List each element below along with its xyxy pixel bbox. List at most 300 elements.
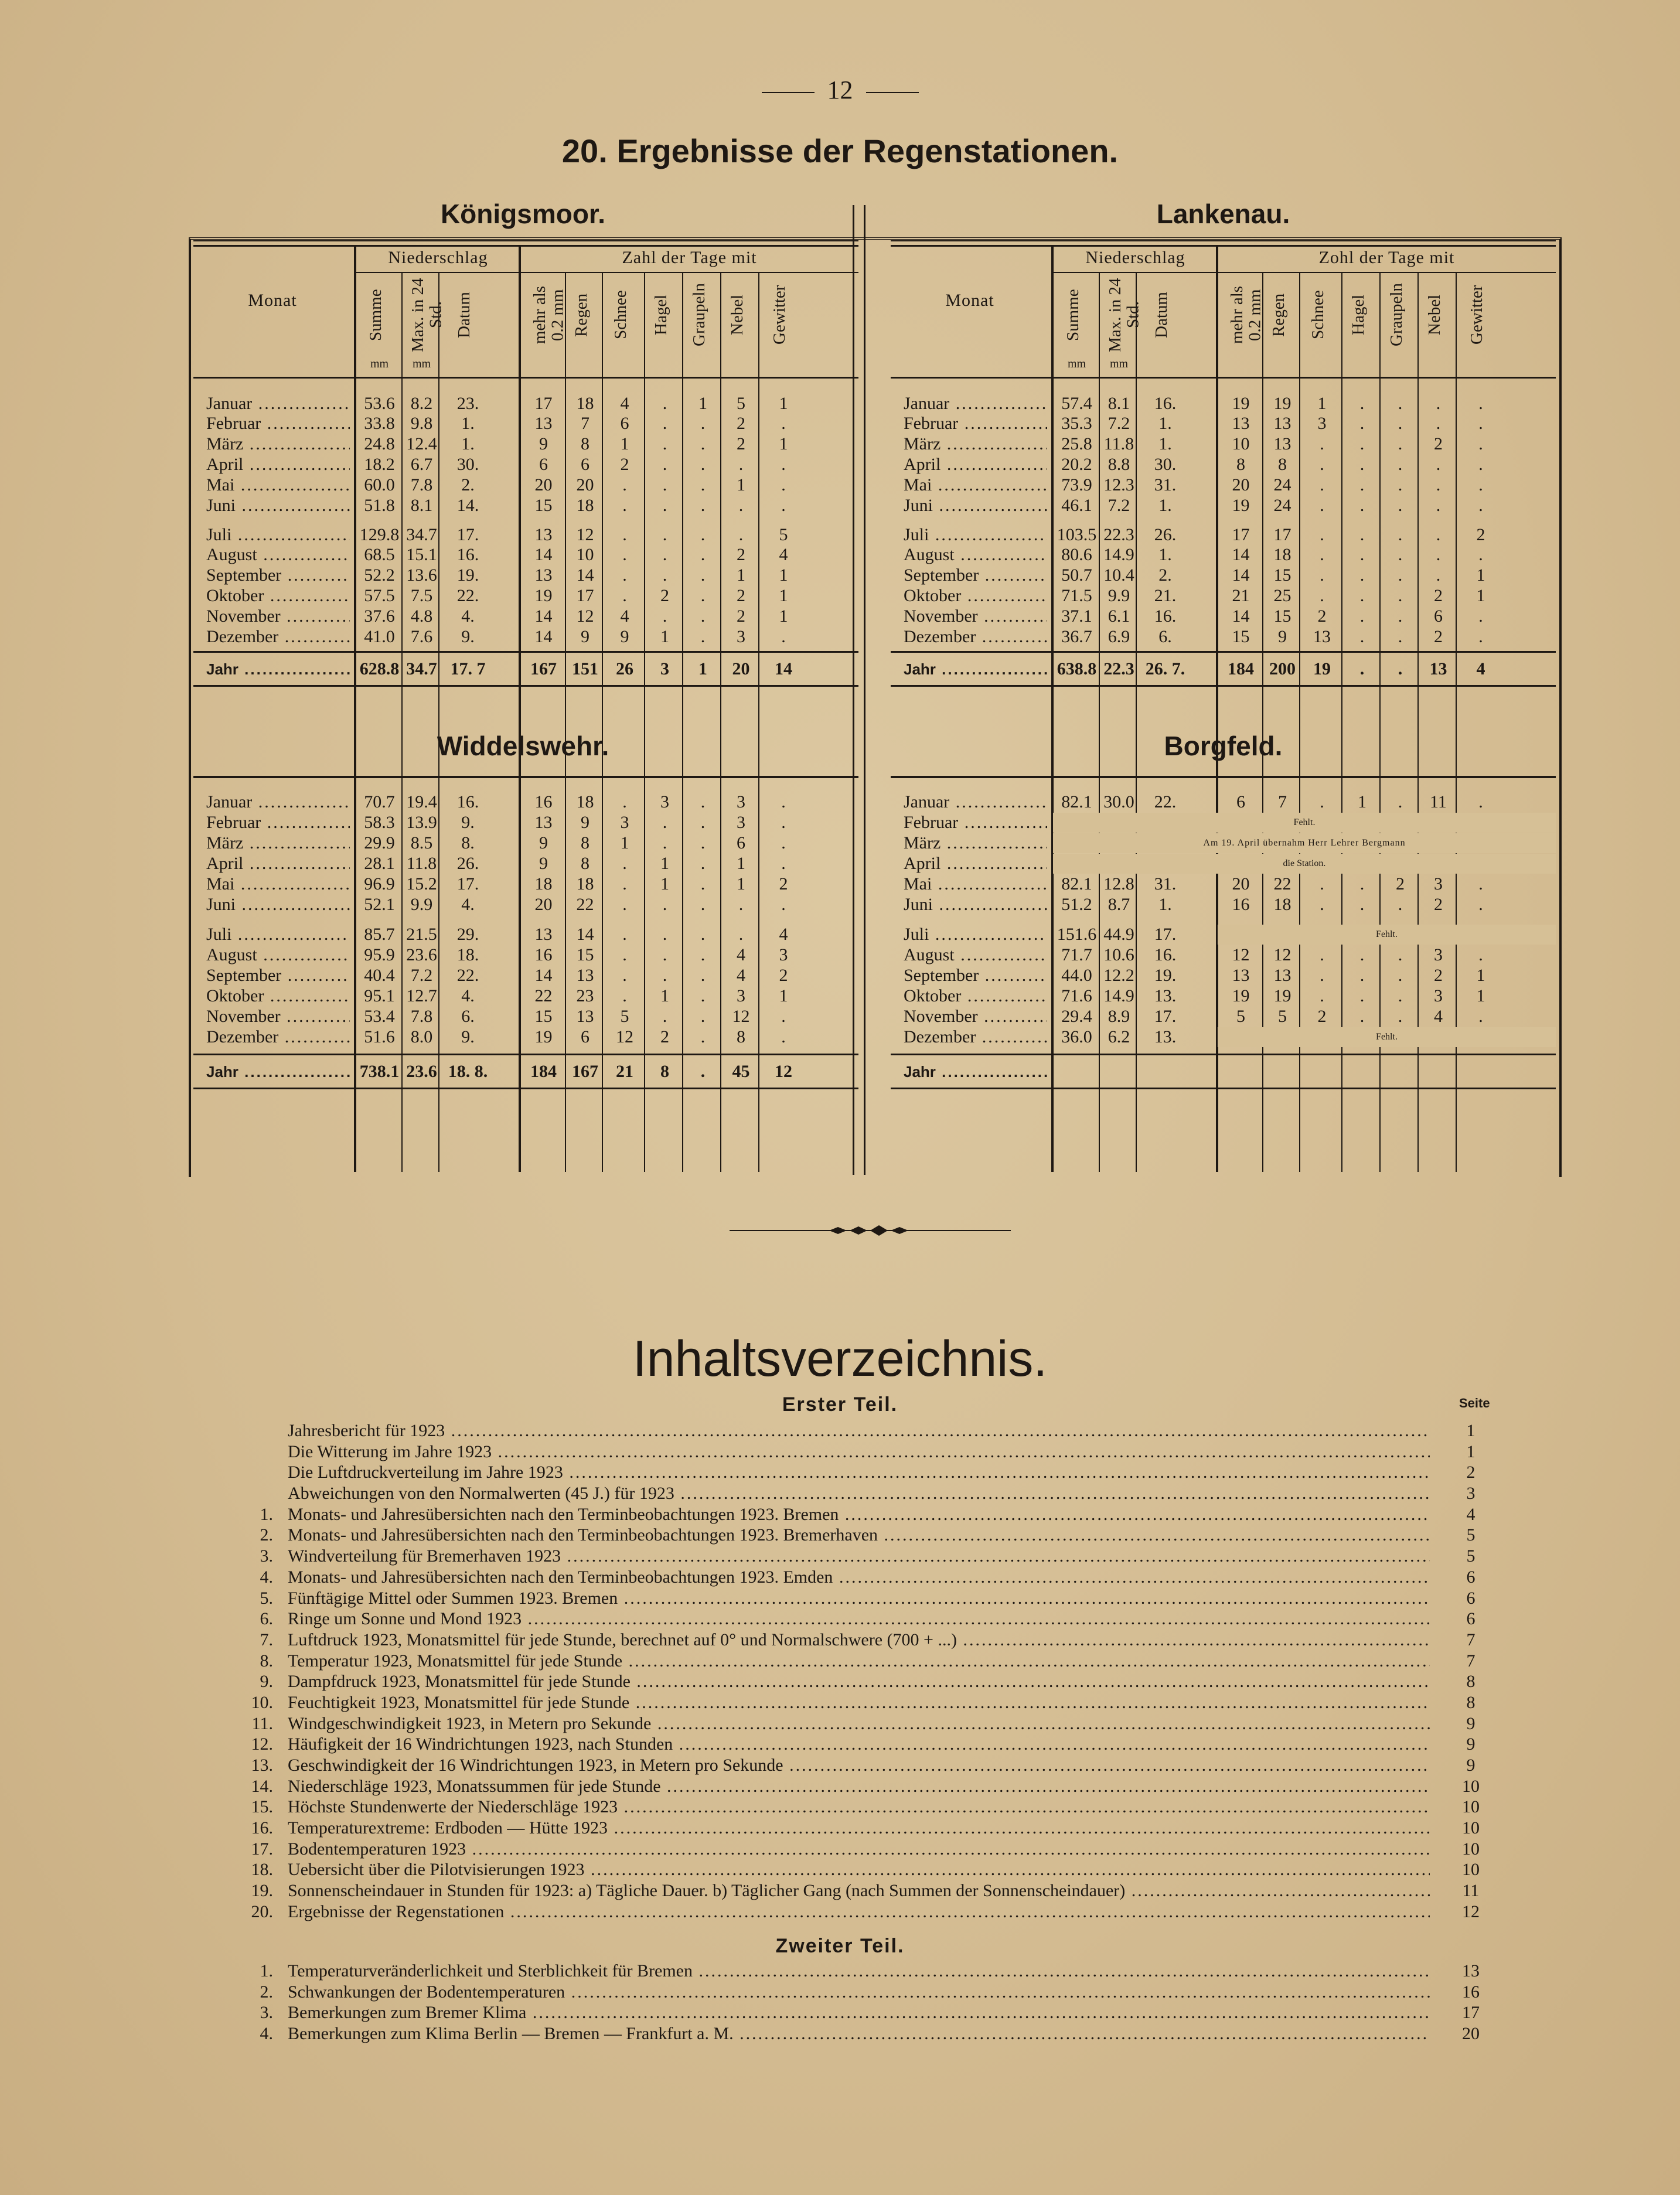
table-cell: . — [662, 813, 667, 832]
table-cell: 2 — [737, 414, 745, 433]
table-cell: 1. — [1158, 414, 1172, 433]
month-column-header: Monat — [248, 291, 297, 310]
table-cell: . — [781, 475, 786, 495]
table-cell: . — [781, 854, 786, 873]
table-cell: . — [1478, 475, 1483, 495]
table-cell: 14 — [534, 966, 553, 985]
table-cell: 6. — [461, 1007, 475, 1026]
table-cell: . — [1359, 475, 1365, 495]
table-cell: 1 — [1476, 565, 1485, 585]
table-cell: 11.8 — [1103, 434, 1134, 454]
toc-entry-number: 1. — [260, 1504, 273, 1524]
row-label-month: Februar ..... — [206, 813, 350, 833]
station-title-borgfeld: Borgfeld. — [1164, 731, 1283, 761]
table-cell: 10 — [1232, 434, 1250, 454]
ornament-divider — [730, 1222, 1011, 1239]
table-cell: 46.1 — [1061, 496, 1092, 515]
table-cell: 15 — [1232, 627, 1250, 646]
table-cell: 19 — [534, 586, 553, 605]
toc-entry-title: Dampfdruck 1923, Monatsmittel für jede Stunde ..... — [288, 1671, 1430, 1692]
table-cell: . — [1359, 1007, 1365, 1026]
table-cell: . — [1359, 895, 1365, 914]
row-label-month: September ..... — [206, 565, 350, 585]
table-cell: 20.2 — [1061, 455, 1092, 474]
table-cell: 16. — [456, 792, 479, 812]
table-cell: 13 — [576, 966, 594, 985]
column-header-9: Nebel — [727, 294, 747, 336]
toc-entry-page: 17 — [1462, 2003, 1480, 2023]
toc-entry-page: 9 — [1466, 1756, 1475, 1775]
toc-entry-page: 6 — [1466, 1609, 1475, 1629]
toc-entry-number: 4. — [260, 1567, 273, 1587]
table-cell: . — [1398, 627, 1403, 646]
table-cell: 8.1 — [1107, 394, 1130, 413]
row-label-month: September ..... — [206, 966, 350, 986]
table-cell-total: 184 — [1228, 659, 1254, 679]
table-cell: 13 — [1232, 966, 1250, 985]
table-cell: . — [1478, 455, 1483, 474]
table-cell: 6 — [620, 414, 629, 433]
table-cell: 4. — [461, 606, 475, 626]
table-cell: 17 — [1232, 525, 1250, 544]
toc-entry-number: 3. — [260, 1546, 273, 1566]
table-cell: . — [700, 966, 706, 985]
toc-entry[interactable] — [246, 1651, 1488, 1672]
table-cell: 8 — [737, 1027, 745, 1047]
table-cell: 9 — [539, 833, 548, 853]
toc-entry[interactable] — [246, 1608, 1488, 1630]
table-cell: . — [1478, 874, 1483, 894]
table-cell-total: 628.8 — [359, 659, 400, 679]
table-cell: 23.6 — [406, 945, 437, 964]
toc-entry-page: 10 — [1462, 1797, 1480, 1817]
toc-entry[interactable] — [246, 1797, 1488, 1818]
toc-entry[interactable] — [246, 1982, 1488, 2003]
table-cell: 1 — [737, 874, 745, 894]
table-cell: 8. — [461, 833, 475, 853]
table-cell: 2 — [660, 1027, 669, 1047]
table-cell: 14 — [1232, 545, 1250, 564]
toc-entry[interactable] — [246, 1776, 1488, 1797]
table-cell: 8 — [1236, 455, 1245, 474]
table-cell: 2 — [1434, 966, 1443, 985]
table-cell: 16 — [534, 945, 553, 964]
table-cell: 13.9 — [406, 813, 437, 832]
table-cell: . — [781, 496, 786, 515]
toc-entry[interactable] — [246, 1692, 1488, 1713]
table-cell: 6 — [1236, 792, 1245, 812]
table-cell: 1 — [660, 627, 669, 646]
table-cell: 13. — [1154, 1027, 1177, 1047]
rule — [891, 1054, 1556, 1055]
table-cell: 9 — [1278, 627, 1287, 646]
table-cell: . — [1436, 525, 1441, 544]
table-cell: 4 — [737, 945, 745, 964]
table-cell: . — [1359, 545, 1365, 564]
station-title-widdelswehr: Widdelswehr. — [437, 731, 609, 761]
toc-entry[interactable] — [246, 2002, 1488, 2023]
table-cell: . — [662, 606, 667, 626]
table-cell: 9 — [581, 813, 589, 832]
toc-entry[interactable] — [246, 1588, 1488, 1609]
toc-entry[interactable] — [246, 1859, 1488, 1880]
toc-entry[interactable] — [246, 1567, 1488, 1588]
table-cell-total: 21 — [616, 1062, 633, 1081]
borgfeld-note-apr: die Station. — [1053, 854, 1556, 874]
niederschlag-group-header: Niederschlag — [388, 248, 488, 267]
table-cell: 13 — [576, 1007, 594, 1026]
table-cell: . — [1320, 496, 1324, 515]
table-cell: . — [738, 895, 744, 914]
toc-entry[interactable] — [246, 1546, 1488, 1567]
table-cell: 68.5 — [364, 545, 395, 564]
table-cell: 5 — [620, 1007, 629, 1026]
table-cell: 30.0 — [1103, 792, 1134, 812]
table-cell: . — [662, 925, 667, 944]
table-cell: 4 — [737, 966, 745, 985]
table-cell: 1 — [737, 565, 745, 585]
toc-entry[interactable] — [246, 1525, 1488, 1546]
table-cell: 13 — [534, 414, 553, 433]
table-cell: 14 — [1232, 565, 1250, 585]
rule — [193, 1088, 858, 1089]
row-label-month: Dezember ..... — [904, 627, 1047, 647]
table-cell: 31. — [1154, 475, 1177, 495]
table-cell: 1. — [461, 434, 475, 454]
row-label-month: September ..... — [904, 966, 1047, 986]
table-cell: 20 — [1232, 874, 1250, 894]
table-cell: . — [662, 945, 667, 964]
table-cell: 13 — [534, 565, 553, 585]
table-cell: 82.1 — [1061, 792, 1092, 812]
table-cell: 14 — [1232, 606, 1250, 626]
table-cell: 1. — [1158, 895, 1172, 914]
table-cell: 24.8 — [364, 434, 395, 454]
column-header-6: Schnee — [1308, 290, 1327, 340]
table-cell: 6 — [737, 833, 745, 853]
toc-entry-title: Abweichungen von den Normalwerten (45 J.) für 1923 ..... — [288, 1483, 1430, 1504]
table-cell: . — [1398, 496, 1403, 515]
table-cell: 15 — [1273, 565, 1291, 585]
table-cell: . — [1359, 586, 1365, 605]
table-cell: 3 — [737, 986, 745, 1006]
table-cell: 14 — [534, 627, 553, 646]
toc-entry[interactable] — [246, 1961, 1488, 1982]
toc-entry[interactable] — [246, 1420, 1488, 1441]
table-cell: 10.6 — [1103, 945, 1134, 964]
table-cell: 9. — [461, 813, 475, 832]
table-cell: . — [1436, 414, 1441, 433]
table-cell: 2 — [1396, 874, 1405, 894]
toc-entry[interactable] — [246, 1462, 1488, 1483]
station-title-koenigsmoor: Königsmoor. — [440, 199, 606, 229]
table-cell: 12 — [576, 606, 594, 626]
table-cell: . — [700, 545, 706, 564]
toc-entry[interactable] — [246, 1671, 1488, 1692]
table-cell: 22 — [576, 895, 594, 914]
toc-entry-title: Temperaturextreme: Erdboden — Hütte 1923 ..... — [288, 1818, 1430, 1839]
row-label-month: August ..... — [904, 945, 1047, 965]
table-cell: 15 — [534, 496, 553, 515]
table-cell: 51.6 — [364, 1027, 395, 1047]
column-header-1: Summe — [366, 289, 385, 341]
toc-entry-page: 10 — [1462, 1839, 1480, 1859]
table-cell: 52.2 — [364, 565, 395, 585]
table-cell: . — [662, 394, 667, 413]
column-header-2: Max. in 24 Std. — [1105, 278, 1142, 352]
table-cell: 1 — [779, 394, 788, 413]
table-cell: 7.8 — [410, 475, 433, 495]
row-label-month: Oktober ..... — [904, 986, 1047, 1006]
table-cell: 73.9 — [1061, 475, 1092, 495]
table-cell: 2 — [779, 966, 788, 985]
row-label-month: März ..... — [904, 434, 1047, 454]
toc-entry-page: 1 — [1466, 1421, 1475, 1440]
table-cell: 16. — [1154, 606, 1177, 626]
row-label-month: Juni ..... — [904, 895, 1047, 915]
table-cell-total: 26 — [616, 659, 633, 679]
table-cell: 13 — [534, 525, 553, 544]
table-cell: 1 — [698, 394, 707, 413]
table-cell: 10.4 — [1103, 565, 1134, 585]
table-cell: 13 — [1313, 627, 1331, 646]
toc-entry-number: 1. — [260, 1961, 273, 1981]
table-cell: 13 — [1273, 966, 1291, 985]
table-cell: 8 — [581, 854, 589, 873]
table-cell: . — [1398, 895, 1403, 914]
row-label-month: Juni ..... — [206, 895, 350, 915]
table-cell: 9 — [620, 627, 629, 646]
toc-entry-title: Windverteilung für Bremerhaven 1923 ..... — [288, 1546, 1430, 1567]
column-header-5: Regen — [571, 293, 591, 337]
row-label-month: August ..... — [206, 545, 350, 565]
row-label-month: Februar ..... — [206, 414, 350, 434]
borgfeld-note-jul: Fehlt. — [1218, 925, 1556, 945]
table-cell: 71.5 — [1061, 586, 1092, 605]
table-cell: . — [1320, 792, 1324, 812]
table-cell: 22 — [1273, 874, 1291, 894]
table-cell: 10 — [576, 545, 594, 564]
table-cell: . — [1320, 545, 1324, 564]
table-cell: . — [662, 833, 667, 853]
toc-entry-page: 2 — [1466, 1463, 1475, 1482]
table-cell: . — [1478, 496, 1483, 515]
toc-entry-title: Temperaturveränderlichkeit und Sterblichkeit für Bremen ..... — [288, 1961, 1430, 1982]
table-cell-total: 26. 7. — [1145, 659, 1185, 679]
row-label-month: Juli ..... — [206, 925, 350, 945]
toc-entry[interactable] — [246, 1734, 1488, 1755]
table-cell: . — [738, 455, 744, 474]
table-cell: 7 — [1278, 792, 1287, 812]
toc-entry-page: 3 — [1466, 1484, 1475, 1504]
table-cell: 28.1 — [364, 854, 395, 873]
table-cell: 19. — [456, 565, 479, 585]
table-cell: 3 — [1434, 945, 1443, 964]
table-cell: 21 — [1232, 586, 1250, 605]
toc-entry[interactable] — [246, 1713, 1488, 1734]
table-cell: . — [1478, 792, 1483, 812]
toc-entry-number: 18. — [251, 1860, 273, 1880]
toc-entry-number: 10. — [251, 1692, 273, 1712]
table-cell: 1. — [461, 414, 475, 433]
table-cell: . — [781, 833, 786, 853]
toc-title: Inhaltsverzeichnis. — [632, 1331, 1048, 1387]
table-cell: 26. — [456, 854, 479, 873]
table-cell: 1 — [737, 475, 745, 495]
row-label-month: Dezember ..... — [206, 627, 350, 647]
table-cell: . — [622, 496, 627, 515]
toc-entry[interactable] — [246, 1630, 1488, 1651]
table-cell: . — [1436, 545, 1441, 564]
toc-entry-page: 7 — [1466, 1651, 1475, 1671]
row-label-month: Juli ..... — [904, 525, 1047, 545]
table-cell: 3 — [1434, 986, 1443, 1006]
table-cell: 4 — [779, 545, 788, 564]
table-cell: 12 — [732, 1007, 750, 1026]
table-cell: 1 — [737, 854, 745, 873]
table-cell: 44.0 — [1061, 966, 1092, 985]
toc-entry[interactable] — [246, 1901, 1488, 1923]
table-cell: 4 — [620, 606, 629, 626]
table-cell: . — [700, 586, 706, 605]
page-number: 12 — [0, 75, 1680, 105]
table-cell: 1 — [1476, 966, 1485, 985]
table-cell: 2 — [737, 434, 745, 454]
toc-entry[interactable] — [246, 1504, 1488, 1525]
row-label-month: April ..... — [904, 854, 1047, 874]
table-cell: . — [1359, 414, 1365, 433]
table-cell: . — [622, 986, 627, 1006]
table-cell: 1 — [1358, 792, 1367, 812]
table-cell: 3 — [1317, 414, 1327, 433]
toc-entry-title: Fünftägige Mittel oder Summen 1923. Bremen ..... — [288, 1588, 1430, 1609]
table-cell: . — [700, 986, 706, 1006]
table-cell: . — [662, 565, 667, 585]
toc-entry[interactable] — [246, 1483, 1488, 1504]
toc-part1-title: Erster Teil. — [782, 1393, 898, 1416]
toc-part1-list — [246, 1420, 1488, 1923]
row-label-month: April ..... — [904, 455, 1047, 475]
table-cell: . — [1436, 475, 1441, 495]
table-cell: 9.9 — [1107, 586, 1130, 605]
table-cell: 5 — [1278, 1007, 1287, 1026]
table-cell: . — [1320, 434, 1324, 454]
table-cell: . — [1320, 586, 1324, 605]
table-cell: 58.3 — [364, 813, 395, 832]
toc-entry-title: Schwankungen der Bodentemperaturen ..... — [288, 1982, 1430, 2003]
table-cell: 7.6 — [410, 627, 433, 646]
table-cell-total: 151 — [572, 659, 598, 679]
column-header-3: Datum — [1151, 292, 1171, 338]
table-cell: 2. — [1158, 565, 1172, 585]
table-cell-total: 738.1 — [359, 1062, 400, 1081]
table-cell: 11.8 — [406, 854, 437, 873]
table-cell: . — [622, 545, 627, 564]
table-cell: . — [1478, 545, 1483, 564]
table-cell-total: 200 — [1269, 659, 1296, 679]
table-cell: 50.7 — [1061, 565, 1092, 585]
toc-entry-title: Monats- und Jahresübersichten nach den Terminbeobachtungen 1923. Bremerhaven ..... — [288, 1525, 1430, 1546]
table-cell: 18. — [456, 945, 479, 964]
table-cell: . — [622, 945, 627, 964]
row-label-year: Jahr ..... — [904, 1062, 1047, 1082]
borgfeld-note-dez: Fehlt. — [1218, 1027, 1556, 1047]
table-cell: 18 — [576, 792, 594, 812]
toc-entry-page: 8 — [1466, 1692, 1475, 1712]
table-cell: . — [1398, 966, 1403, 985]
table-cell: . — [1398, 394, 1403, 413]
table-cell: . — [700, 414, 706, 433]
table-cell: 20 — [1232, 475, 1250, 495]
table-cell: . — [781, 627, 786, 646]
column-header-9: Nebel — [1425, 294, 1444, 336]
toc-part2-list — [246, 1961, 1488, 2044]
toc-entry-title: Monats- und Jahresübersichten nach den Terminbeobachtungen 1923. Emden ..... — [288, 1567, 1430, 1588]
table-cell: 9 — [581, 627, 589, 646]
column-header-4: mehr als 0.2 mm — [530, 285, 567, 345]
table-cell-total: 1 — [698, 659, 707, 679]
table-cell: 129.8 — [359, 525, 400, 544]
table-cell-total: 8 — [660, 1062, 669, 1081]
table-cell: 2 — [660, 586, 669, 605]
table-cell: . — [1478, 895, 1483, 914]
table-cell: . — [662, 966, 667, 985]
table-cell: . — [1398, 545, 1403, 564]
row-label-month: Mai ..... — [206, 874, 350, 894]
table-cell: 12.8 — [1103, 874, 1134, 894]
row-label-month: Juni ..... — [206, 496, 350, 516]
table-cell: 2 — [1434, 627, 1443, 646]
table-cell: . — [1436, 394, 1441, 413]
table-cell: 3 — [620, 813, 629, 832]
toc-entry[interactable] — [246, 1839, 1488, 1860]
table-cell: . — [662, 496, 667, 515]
toc-entry-number: 20. — [251, 1901, 273, 1921]
row-label-month: November ..... — [206, 606, 350, 626]
table-cell: 2 — [1317, 1007, 1327, 1026]
table-cell: 36.0 — [1061, 1027, 1092, 1047]
table-cell: 1. — [1158, 434, 1172, 454]
table-cell: 1 — [620, 434, 629, 454]
toc-entry-title: Ergebnisse der Regenstationen ..... — [288, 1901, 1430, 1923]
table-cell: 1 — [1476, 586, 1485, 605]
table-cell: . — [700, 455, 706, 474]
table-cell: 1. — [1158, 496, 1172, 515]
table-cell: . — [781, 414, 786, 433]
table-cell: 57.4 — [1061, 394, 1092, 413]
table-cell: . — [662, 455, 667, 474]
toc-entry[interactable] — [246, 2023, 1488, 2044]
table-cell: 14 — [576, 925, 594, 944]
toc-entry[interactable] — [246, 1880, 1488, 1901]
table-cell: 8.9 — [1107, 1007, 1130, 1026]
row-label-year: Jahr ..... — [206, 659, 350, 679]
table-cell: 6.7 — [410, 455, 433, 474]
table-cell: . — [781, 895, 786, 914]
row-label-month: Januar ..... — [206, 792, 350, 812]
table-cell: 1 — [660, 986, 669, 1006]
row-label-month: November ..... — [904, 1007, 1047, 1027]
table-cell: . — [1320, 475, 1324, 495]
table-cell: . — [622, 874, 627, 894]
row-label-month: Januar ..... — [904, 792, 1047, 812]
toc-entry[interactable] — [246, 1818, 1488, 1839]
toc-entry-number: 13. — [251, 1756, 273, 1775]
toc-entry[interactable] — [246, 1755, 1488, 1776]
toc-entry[interactable] — [246, 1441, 1488, 1463]
table-cell: . — [1398, 455, 1403, 474]
row-label-month: Juli ..... — [904, 925, 1047, 945]
